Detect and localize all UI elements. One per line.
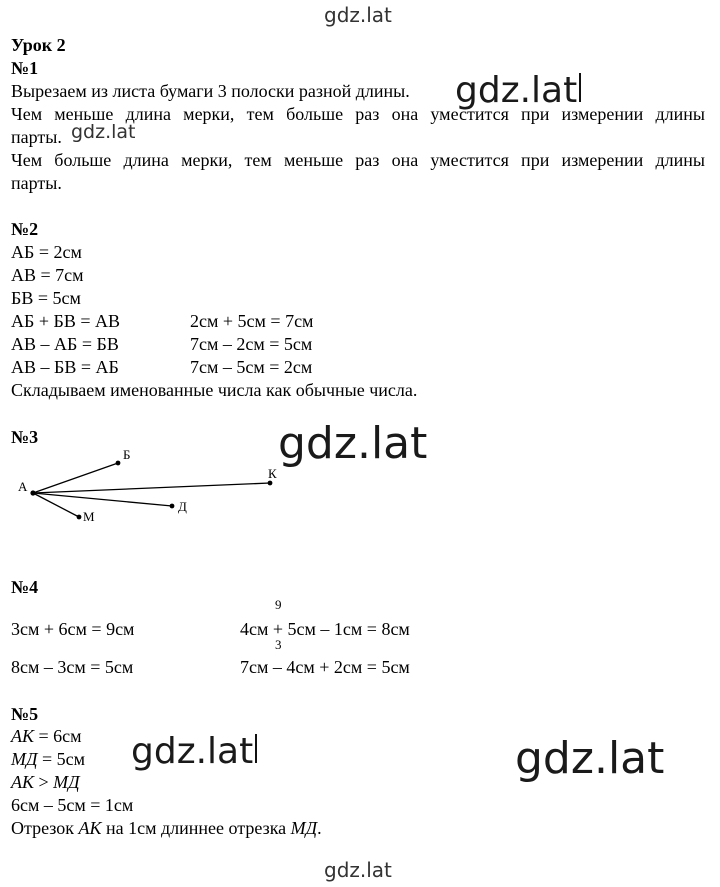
task3-heading: №3 <box>11 427 39 447</box>
watermark-bottom: gdz.lat <box>324 858 392 882</box>
point-d <box>170 504 175 509</box>
task4-r2-right: 7см – 4см + 2см = 5см <box>240 657 410 677</box>
watermark-inline1: gdz.lat <box>455 70 581 111</box>
task4-sup-2: 3 <box>275 637 282 652</box>
cursor-mark <box>255 734 257 763</box>
watermark-top: gdz.lat <box>324 3 392 27</box>
task2-row-left: АБ + БВ = АВ <box>11 311 120 331</box>
lesson-title: Урок 2 <box>11 35 66 55</box>
task2-bv: БВ = 5см <box>11 288 81 308</box>
label-k: К <box>268 466 277 481</box>
task1-heading: №1 <box>11 58 39 78</box>
point-a <box>30 490 35 495</box>
cmp-right: МД <box>53 772 80 792</box>
cmp-left: АК <box>11 772 34 792</box>
ak-value: = 6см <box>33 726 82 746</box>
task4-sup-1: 9 <box>275 597 282 612</box>
task4-r1-left: 3см + 6см = 9см <box>11 619 135 639</box>
md-value: = 5см <box>37 749 85 769</box>
task4-r1-right: 4см + 5см – 1см = 8см <box>240 619 410 639</box>
watermark-small-mid: gdz.lat <box>131 731 257 772</box>
task1-line2: Чем меньше длина мерки, тем больше раз она уместится при измерении длины <box>11 104 705 124</box>
task1-line5: парты. <box>11 173 62 193</box>
task5-ak-line <box>11 725 81 747</box>
task5-calc: 6см – 5см = 1см <box>11 795 134 815</box>
point-k <box>268 481 273 486</box>
cmp-op: > <box>33 772 54 792</box>
task2-row-left: АВ – АБ = БВ <box>11 334 119 354</box>
segment-ak <box>33 483 270 493</box>
watermark-inline2: gdz.lat <box>71 121 136 143</box>
label-b: Б <box>123 447 131 462</box>
watermark-big1: gdz.lat <box>278 418 428 469</box>
point-b <box>116 461 121 466</box>
label-d: Д <box>178 499 187 514</box>
concl-md: МД <box>290 818 318 838</box>
task2-heading: №2 <box>11 219 39 239</box>
point-m <box>77 515 82 520</box>
var-ak: АК <box>11 726 34 746</box>
task1-line1: Вырезаем из листа бумаги 3 полоски разной длины. <box>11 81 410 101</box>
task2-row-right: 2см + 5см = 7см <box>190 311 314 331</box>
label-a: А <box>18 479 28 494</box>
var-md: МД <box>11 749 38 769</box>
task5-md-line <box>11 748 85 770</box>
task4-r2-left: 8см – 3см = 5см <box>11 657 134 677</box>
task1-line4: Чем больше длина мерки, тем меньше раз она уместится при измерении длины <box>11 150 705 170</box>
task5-conclusion: Отрезок АК на 1см длиннее отрезка МД. <box>11 818 322 838</box>
task1-line3: парты. <box>11 127 62 147</box>
task2-row-right: 7см – 5см = 2см <box>190 357 313 377</box>
task4-heading: №4 <box>11 577 39 597</box>
label-m: М <box>83 509 95 524</box>
task2-ab: АБ = 2см <box>11 242 82 262</box>
task5-heading: №5 <box>11 704 39 724</box>
task2-row-right: 7см – 2см = 5см <box>190 334 313 354</box>
task2-conclusion: Складываем именованные числа как обычные числа. <box>11 380 418 400</box>
task2-row-left: АВ – БВ = АБ <box>11 357 119 377</box>
concl-ak: АК <box>78 818 102 838</box>
watermark-big-right: gdz.lat <box>515 733 665 784</box>
task2-av: АВ = 7см <box>11 265 84 285</box>
segment-ab <box>33 463 118 493</box>
task5-comparison <box>11 771 80 793</box>
